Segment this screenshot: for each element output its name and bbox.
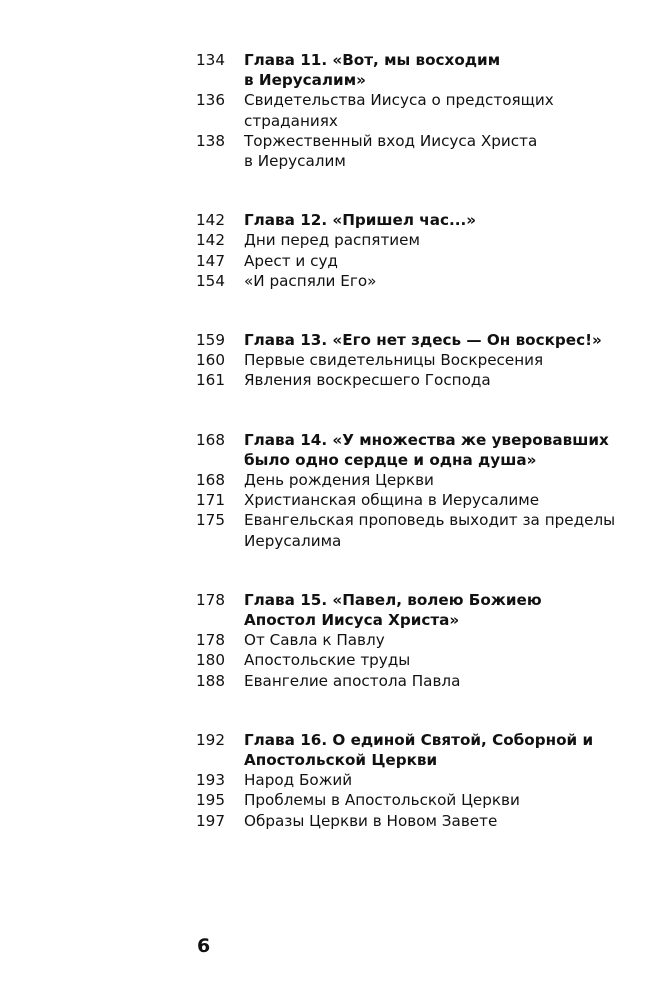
toc-page-number: 142	[196, 231, 225, 250]
toc-entry[interactable]	[196, 650, 636, 670]
toc-entry-title: Первые свидетельницы Воскресения	[244, 351, 544, 370]
toc-page-number: 168	[196, 430, 225, 449]
toc-page-number: 193	[196, 771, 225, 790]
toc-page-number: 168	[196, 471, 225, 490]
toc-entry[interactable]	[196, 490, 636, 510]
toc-entry-title: Евангельская проповедь выходит за пределы Иерусалима	[244, 511, 616, 550]
toc-entry-title: Глава 15. «Павел, волею Божиею Апостол Иисуса Христа»	[244, 590, 542, 630]
toc-entry-chapter-heading[interactable]	[196, 210, 636, 230]
toc-page-number: 180	[196, 651, 225, 670]
toc-entry-chapter-heading[interactable]	[196, 590, 636, 630]
toc-entry[interactable]	[196, 90, 636, 130]
toc-entry-title: Арест и суд	[244, 251, 338, 270]
toc-page-number: 142	[196, 211, 225, 230]
toc-entry-title: Свидетельства Иисуса о предстоящих страданиях	[244, 91, 554, 130]
toc-section-chapter-12	[196, 210, 636, 291]
toc-section-chapter-15	[196, 590, 636, 691]
toc-page-number: 147	[196, 251, 225, 270]
toc-entry-chapter-heading[interactable]	[196, 50, 636, 90]
toc-entry-title: Народ Божий	[244, 771, 353, 790]
toc-entry-title: Торжественный вход Иисуса Христа в Иерусалим	[244, 131, 538, 171]
toc-page-number: 195	[196, 791, 225, 810]
page-number: 6	[197, 935, 211, 957]
toc-entry-title: Явления воскресшего Господа	[244, 371, 491, 390]
toc-entry-title: Глава 13. «Его нет здесь — Он воскрес!»	[244, 331, 602, 350]
toc-page-number: 178	[196, 590, 225, 609]
toc-entry[interactable]	[196, 350, 636, 370]
toc-entry[interactable]	[196, 370, 636, 390]
toc-entry-title: Образы Церкви в Новом Завете	[244, 811, 498, 830]
toc-section-chapter-13	[196, 330, 636, 391]
toc-page-number: 138	[196, 131, 225, 150]
toc-entry-chapter-heading[interactable]	[196, 330, 636, 350]
toc-entry-title: Глава 11. «Вот, мы восходим в Иерусалим»	[244, 51, 501, 90]
toc-entry-title: Глава 12. «Пришел час...»	[244, 211, 477, 230]
toc-entry-title: Христианская община в Иерусалиме	[244, 491, 540, 510]
toc-entry[interactable]	[196, 630, 636, 650]
toc-entry-title: Апостольские труды	[244, 651, 411, 670]
toc-entry[interactable]	[196, 671, 636, 691]
toc-entry[interactable]	[196, 811, 636, 831]
toc-page-number: 171	[196, 491, 225, 510]
toc-entry[interactable]	[196, 770, 636, 790]
toc-entry[interactable]	[196, 790, 636, 810]
toc-entry-title: Дни перед распятием	[244, 231, 420, 250]
toc-entry-title: Глава 14. «У множества же уверовавших было одно сердце и одна душа»	[244, 430, 609, 469]
toc-page-number: 134	[196, 51, 225, 69]
toc-entry-chapter-heading[interactable]	[196, 730, 636, 770]
toc-page-number: 175	[196, 511, 225, 530]
toc-entry-title: День рождения Церкви	[244, 471, 434, 490]
toc-entry-title: Евангелие апостола Павла	[244, 671, 461, 690]
toc-entry[interactable]	[196, 230, 636, 250]
toc-entry-chapter-heading[interactable]	[196, 430, 636, 470]
toc-section-chapter-16	[196, 730, 636, 831]
toc-page-number: 154	[196, 271, 225, 290]
table-of-contents	[196, 50, 636, 831]
toc-page-number: 188	[196, 671, 225, 690]
toc-entry[interactable]	[196, 251, 636, 271]
toc-entry[interactable]	[196, 131, 636, 171]
toc-entry[interactable]	[196, 510, 636, 550]
toc-page-number: 192	[196, 730, 225, 749]
toc-page-number: 161	[196, 371, 225, 390]
toc-section-chapter-11	[196, 50, 636, 171]
toc-page-number: 136	[196, 91, 225, 110]
toc-page-number: 178	[196, 631, 225, 650]
toc-page-number: 159	[196, 331, 225, 350]
toc-entry-title: Глава 16. О единой Святой, Соборной и Апостольской Церкви	[244, 730, 594, 770]
toc-entry-title: От Савла к Павлу	[244, 631, 385, 650]
toc-section-chapter-14	[196, 430, 636, 551]
toc-entry[interactable]	[196, 470, 636, 490]
toc-entry-title: Проблемы в Апостольской Церкви	[244, 791, 520, 810]
toc-page-number: 197	[196, 811, 225, 830]
toc-page-number: 160	[196, 351, 225, 370]
toc-entry[interactable]	[196, 271, 636, 291]
toc-entry-title: «И распяли Его»	[244, 271, 377, 290]
